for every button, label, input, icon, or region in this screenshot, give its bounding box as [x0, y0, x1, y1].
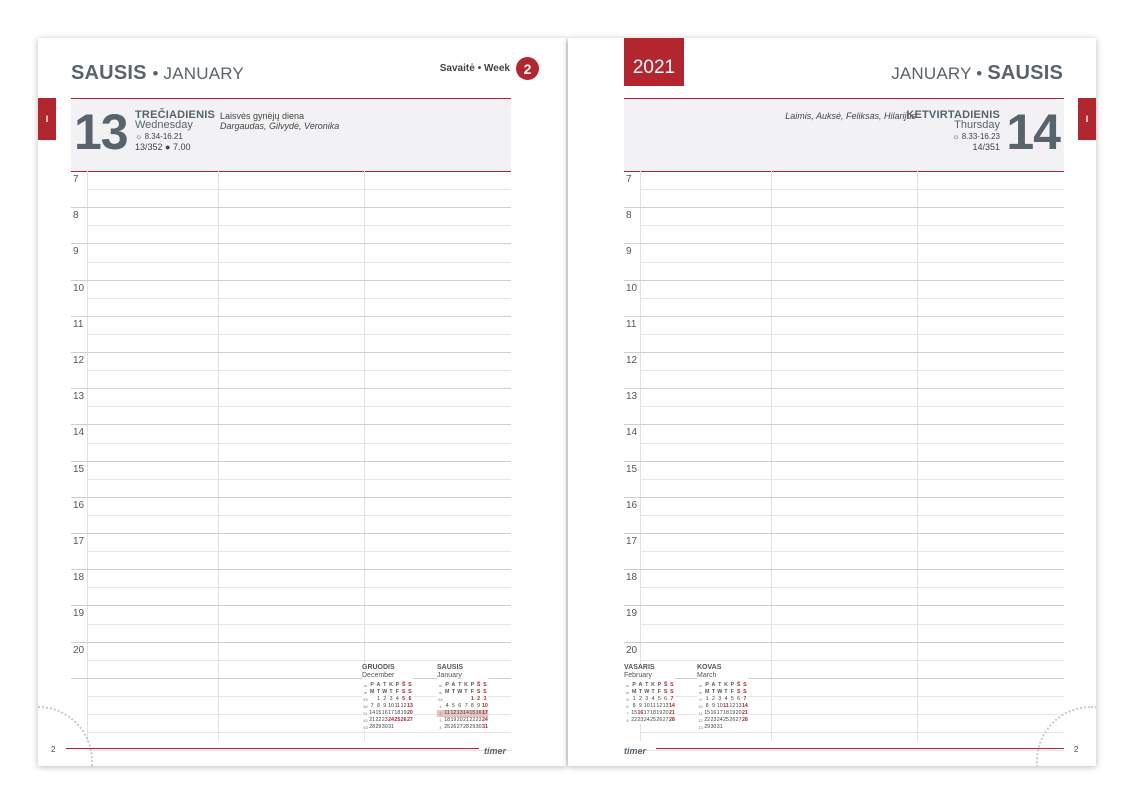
hour-label: 7 [626, 174, 632, 185]
day-count: 14/351 [972, 142, 1000, 152]
hour-label: 17 [73, 536, 85, 547]
hour-line [71, 605, 511, 606]
mini-calendar-title-en: December [362, 672, 395, 679]
mini-calendar-title: VASARIS [624, 664, 655, 671]
hour-label: 8 [626, 210, 632, 222]
hour-line [624, 207, 1064, 208]
hour-label: 16 [626, 499, 638, 511]
month-lt: SAUSIS [987, 62, 1063, 84]
hour-label: 17 [626, 536, 638, 547]
hour-label: 8 [73, 210, 79, 222]
hour-label: 13 [73, 391, 85, 403]
half-hour-line [640, 515, 1064, 516]
hour-grid[interactable] [624, 171, 1064, 741]
half-hour-line [87, 298, 511, 299]
date-box [624, 99, 1064, 171]
month-lt: SAUSIS [71, 62, 147, 84]
hour-line [624, 280, 1064, 281]
hour-line [71, 461, 511, 462]
half-hour-line [640, 225, 1064, 226]
hour-label: 16 [73, 499, 85, 511]
day-number: 14 [1006, 104, 1060, 160]
column-divider [364, 171, 365, 741]
half-hour-line [640, 298, 1064, 299]
hour-label: 9 [626, 246, 632, 258]
half-hour-line [640, 479, 1064, 480]
hour-line [624, 316, 1064, 317]
hour-line [624, 605, 1064, 606]
half-hour-line [87, 406, 511, 407]
hour-label: 12 [73, 355, 85, 366]
week-indicator: Savaitė • Week 2 [440, 57, 539, 80]
note-line [640, 732, 1064, 733]
month-en: JANUARY [163, 64, 244, 83]
right-page [568, 38, 1096, 766]
hour-line [71, 533, 511, 534]
mini-calendar-title: GRUODIS [362, 664, 395, 671]
week-en: Week [484, 63, 510, 74]
holiday-info [220, 111, 339, 131]
month-tab[interactable]: I [1078, 98, 1096, 140]
half-hour-line [87, 334, 511, 335]
half-hour-line [640, 262, 1064, 263]
footer-rule [66, 748, 479, 749]
hour-line [71, 316, 511, 317]
hour-label: 15 [73, 463, 85, 475]
year-tab: 2021 [624, 38, 684, 86]
half-hour-line [87, 660, 511, 661]
hour-label: 9 [73, 246, 79, 258]
sun-icon: ☼ [135, 132, 143, 141]
hour-label: 14 [73, 427, 85, 439]
hour-line [624, 352, 1064, 353]
half-hour-line [87, 443, 511, 444]
holiday-name: Laisvės gynėjų diena [220, 111, 305, 121]
half-hour-line [640, 660, 1064, 661]
half-hour-line [640, 624, 1064, 625]
day-name-en: Wednesday [135, 119, 193, 131]
moon-icon: ● [165, 142, 171, 152]
week-label: Savaitė [439, 63, 475, 74]
hour-line [624, 678, 1064, 679]
mini-calendar-title: SAUSIS [437, 664, 464, 671]
namedays: Dargaudas, Gilvydė, Veronika [220, 121, 340, 131]
day-name-en: Thursday [954, 119, 1000, 131]
hour-label: 18 [73, 572, 85, 584]
mini-calendar-january: SAUSIS January w P A T K P Š S w M T W T F S S 53 1 2 3 1 4 5 6 7 8 9 10 2 11 12 13 14 15 16 17 3 18 19 20 21 22 23 24 4 25 26 27 28 29 30 31 [437, 664, 488, 730]
day-number: 13 [74, 104, 128, 160]
brand-logo: timer [624, 746, 647, 756]
page-number: 2 [51, 745, 56, 754]
namedays: Laimis, Auksė, Feliksas, Hilarijus [785, 111, 916, 121]
day-count: 13/352 [135, 142, 163, 152]
hour-label: 11 [626, 318, 637, 330]
hour-line [71, 352, 511, 353]
mini-calendar-december: GRUODIS December w P A T K P Š S w M T W T F S S 49 1 2 3 4 5 6 50 7 8 9 10 11 12 13 51 14 15 16 17 18 19 20 52 21 22 23 24 25 26 27 53 28 29 30 31 [362, 664, 413, 730]
hour-line [71, 280, 511, 281]
hour-line [71, 243, 511, 244]
half-hour-line [87, 370, 511, 371]
hour-line [624, 388, 1064, 389]
hour-line [624, 569, 1064, 570]
left-page [38, 38, 566, 766]
half-hour-line [87, 551, 511, 552]
hour-line [624, 424, 1064, 425]
page-number: 2 [1074, 745, 1079, 754]
column-divider [218, 171, 219, 741]
brand-logo: timer [484, 746, 507, 756]
mini-calendar-march: KOVAS March w P A T K P Š S w M T W T F S S 9 1 2 3 4 5 6 7 10 8 9 10 11 12 13 14 11 15 16 17 18 19 20 21 12 22 23 24 25 26 27 28 13 29 30 31 [697, 664, 748, 730]
hour-grid[interactable] [71, 171, 511, 741]
mini-calendar-february: VASARIS February w P A T K P Š S w M T W T F S S 5 1 2 3 4 5 6 7 6 8 9 10 11 12 13 14 7 15 16 17 18 19 20 21 8 22 23 24 25 26 27 28 [624, 664, 675, 723]
note-line [87, 732, 511, 733]
half-hour-line [87, 624, 511, 625]
hour-label: 14 [626, 427, 638, 439]
half-hour-line [640, 370, 1064, 371]
half-hour-line [87, 587, 511, 588]
month-title: SAUSIS • JANUARY [71, 62, 244, 84]
mini-calendar-title-en: March [697, 672, 717, 679]
month-title: JANUARY • SAUSIS [891, 62, 1063, 84]
half-hour-line [640, 189, 1064, 190]
hour-label: 10 [626, 282, 638, 294]
sun-icon: ☼ [952, 132, 960, 141]
hour-line [71, 569, 511, 570]
half-hour-line [87, 262, 511, 263]
hour-label: 19 [73, 608, 85, 620]
mini-calendar-title-en: January [437, 672, 462, 679]
hour-line [71, 497, 511, 498]
hour-label: 10 [73, 282, 85, 294]
hour-label: 15 [626, 463, 638, 475]
day-name-lt: TREČIADIENIS [135, 109, 216, 121]
hour-line [624, 461, 1064, 462]
hour-line [71, 207, 511, 208]
day-info [906, 110, 1000, 152]
half-hour-line [640, 406, 1064, 407]
hour-line [624, 497, 1064, 498]
half-hour-line [640, 587, 1064, 588]
footer-rule [656, 748, 1064, 749]
hour-line [624, 533, 1064, 534]
hour-label: 13 [626, 391, 638, 403]
month-tab[interactable]: I [38, 98, 56, 140]
hour-line [624, 642, 1064, 643]
holiday-info [785, 111, 916, 121]
day-info [135, 110, 215, 152]
week-number-badge: 2 [516, 57, 539, 80]
day-name-lt: KETVIRTADIENIS [906, 109, 1000, 121]
column-divider [87, 171, 88, 741]
hour-line [71, 424, 511, 425]
hour-line [71, 642, 511, 643]
column-divider [771, 171, 772, 741]
half-hour-line [640, 443, 1064, 444]
half-hour-line [640, 551, 1064, 552]
hour-label: 7 [73, 174, 79, 185]
mini-calendar-title: KOVAS [697, 664, 722, 671]
half-hour-line [87, 189, 511, 190]
column-divider [917, 171, 918, 741]
mini-calendar-title-en: February [624, 672, 653, 679]
half-hour-line [87, 515, 511, 516]
hour-label: 20 [626, 644, 638, 656]
moon-time: 7.00 [173, 142, 191, 152]
half-hour-line [87, 225, 511, 226]
hour-label: 12 [626, 355, 638, 366]
column-divider [640, 171, 641, 741]
half-hour-line [640, 334, 1064, 335]
note-line [640, 750, 1064, 751]
hour-label: 20 [73, 644, 85, 656]
hour-line [71, 388, 511, 389]
sun-times: 8.33-16.23 [961, 132, 1000, 141]
hour-line [624, 243, 1064, 244]
half-hour-line [87, 479, 511, 480]
month-en: JANUARY [891, 64, 972, 83]
date-box [71, 99, 511, 171]
note-line [87, 750, 511, 751]
hour-label: 18 [626, 572, 638, 584]
hour-label: 19 [626, 608, 638, 620]
sun-times: 8.34-16.21 [144, 132, 183, 141]
hour-label: 11 [73, 318, 84, 330]
